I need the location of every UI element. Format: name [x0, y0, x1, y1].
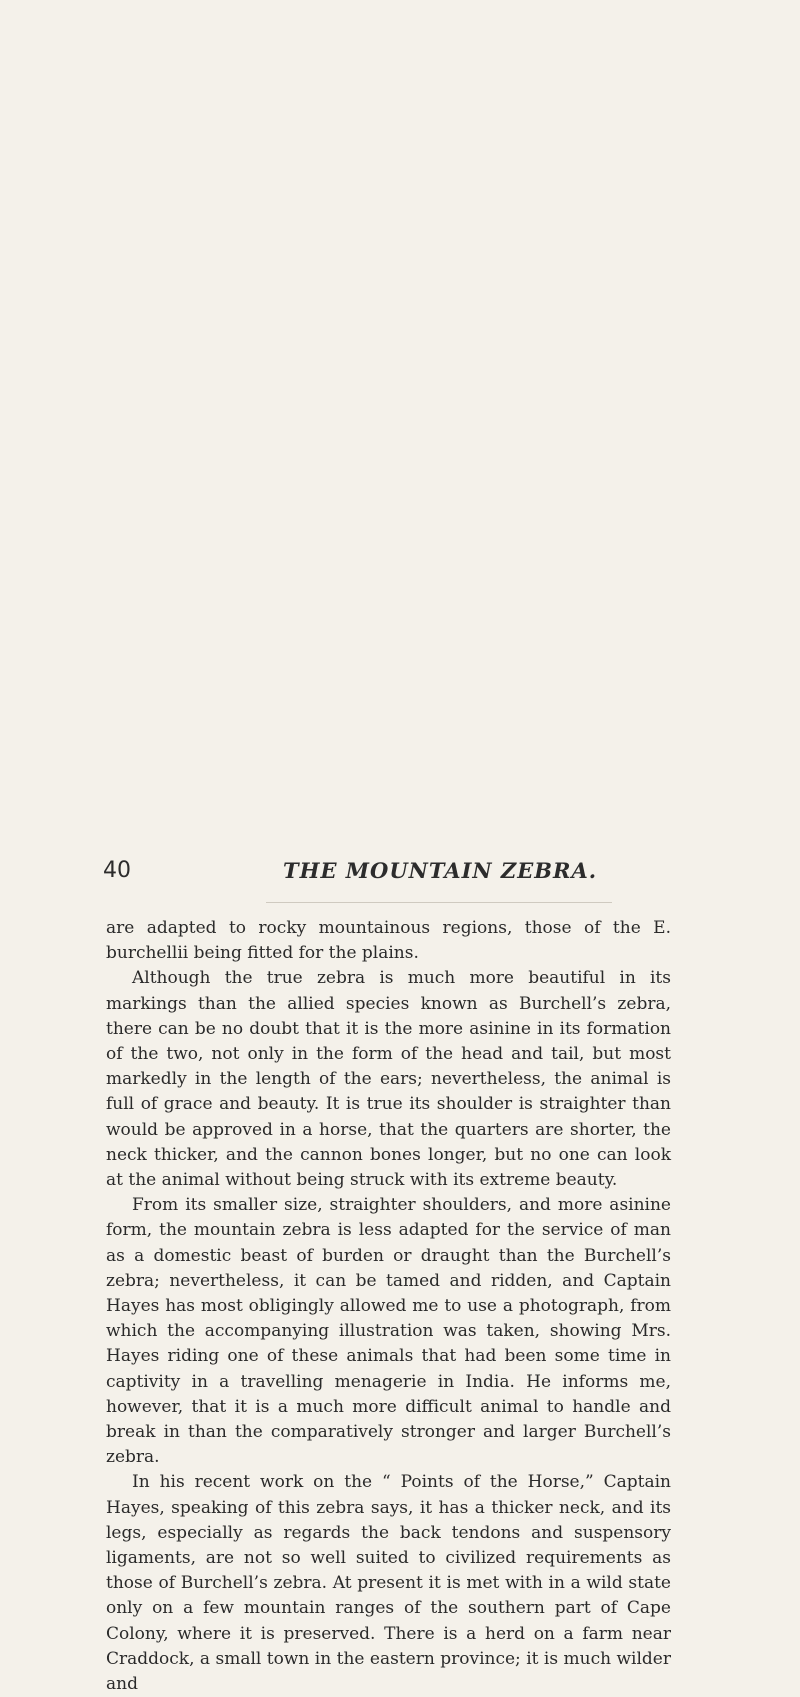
page-number: 40 — [103, 858, 131, 883]
paragraph-3: From its smaller size, straighter shoulders, and more asinine form, the mountain zebra is less adapted for the service of man as a domestic beast of burden or draught than the Burchell’s zebra; nevertheless, it can be tamed and ridden, and Captain Hayes has most obligingly allowed me to use a photograph, from which the accompanying illustration was taken, showing Mrs. Hayes riding one of these animals that had been some time in captivity in a travelling menagerie in India. He informs me, however, that it is a much more difficult animal to handle and break in than the comparatively stronger and larger Burchell’s zebra. — [106, 1195, 671, 1468]
paragraph-4: In his recent work on the “ Points of the Horse,” Captain Hayes, speaking of this zebra says, it has a thicker neck, and its legs, especially as regards the back tendons and suspensory ligaments, are not so well suited to civilized requirements as those of Burchell’s zebra. At present it is met with in a wild state only on a few mountain ranges of the southern part of Cape Colony, where it is preserved. There is a herd on a farm near Craddock, a small town in the eastern province; it is much wilder and — [106, 1472, 671, 1695]
body-text — [106, 916, 671, 1697]
running-title: THE MOUNTAIN ZEBRA. — [283, 858, 598, 883]
paragraph-1: are adapted to rocky mountainous regions, those of the E. burchellii being fitted for the plains. — [106, 918, 671, 964]
header-rule — [266, 902, 612, 903]
paragraph-2: Although the true zebra is much more beautiful in its markings than the allied species known as Burchell’s zebra, there can be no doubt that it is the more asinine in its formation of the two, not only in the form of the head and tail, but most markedly in the length of the ears; nevertheless, the animal is full of grace and beauty. It is true its shoulder is straighter than would be approved in a horse, that the quarters are shorter, the neck thicker, and the cannon bones longer, but no one can look at the animal without being struck with its extreme beauty. — [106, 968, 671, 1191]
page-header — [0, 858, 800, 888]
